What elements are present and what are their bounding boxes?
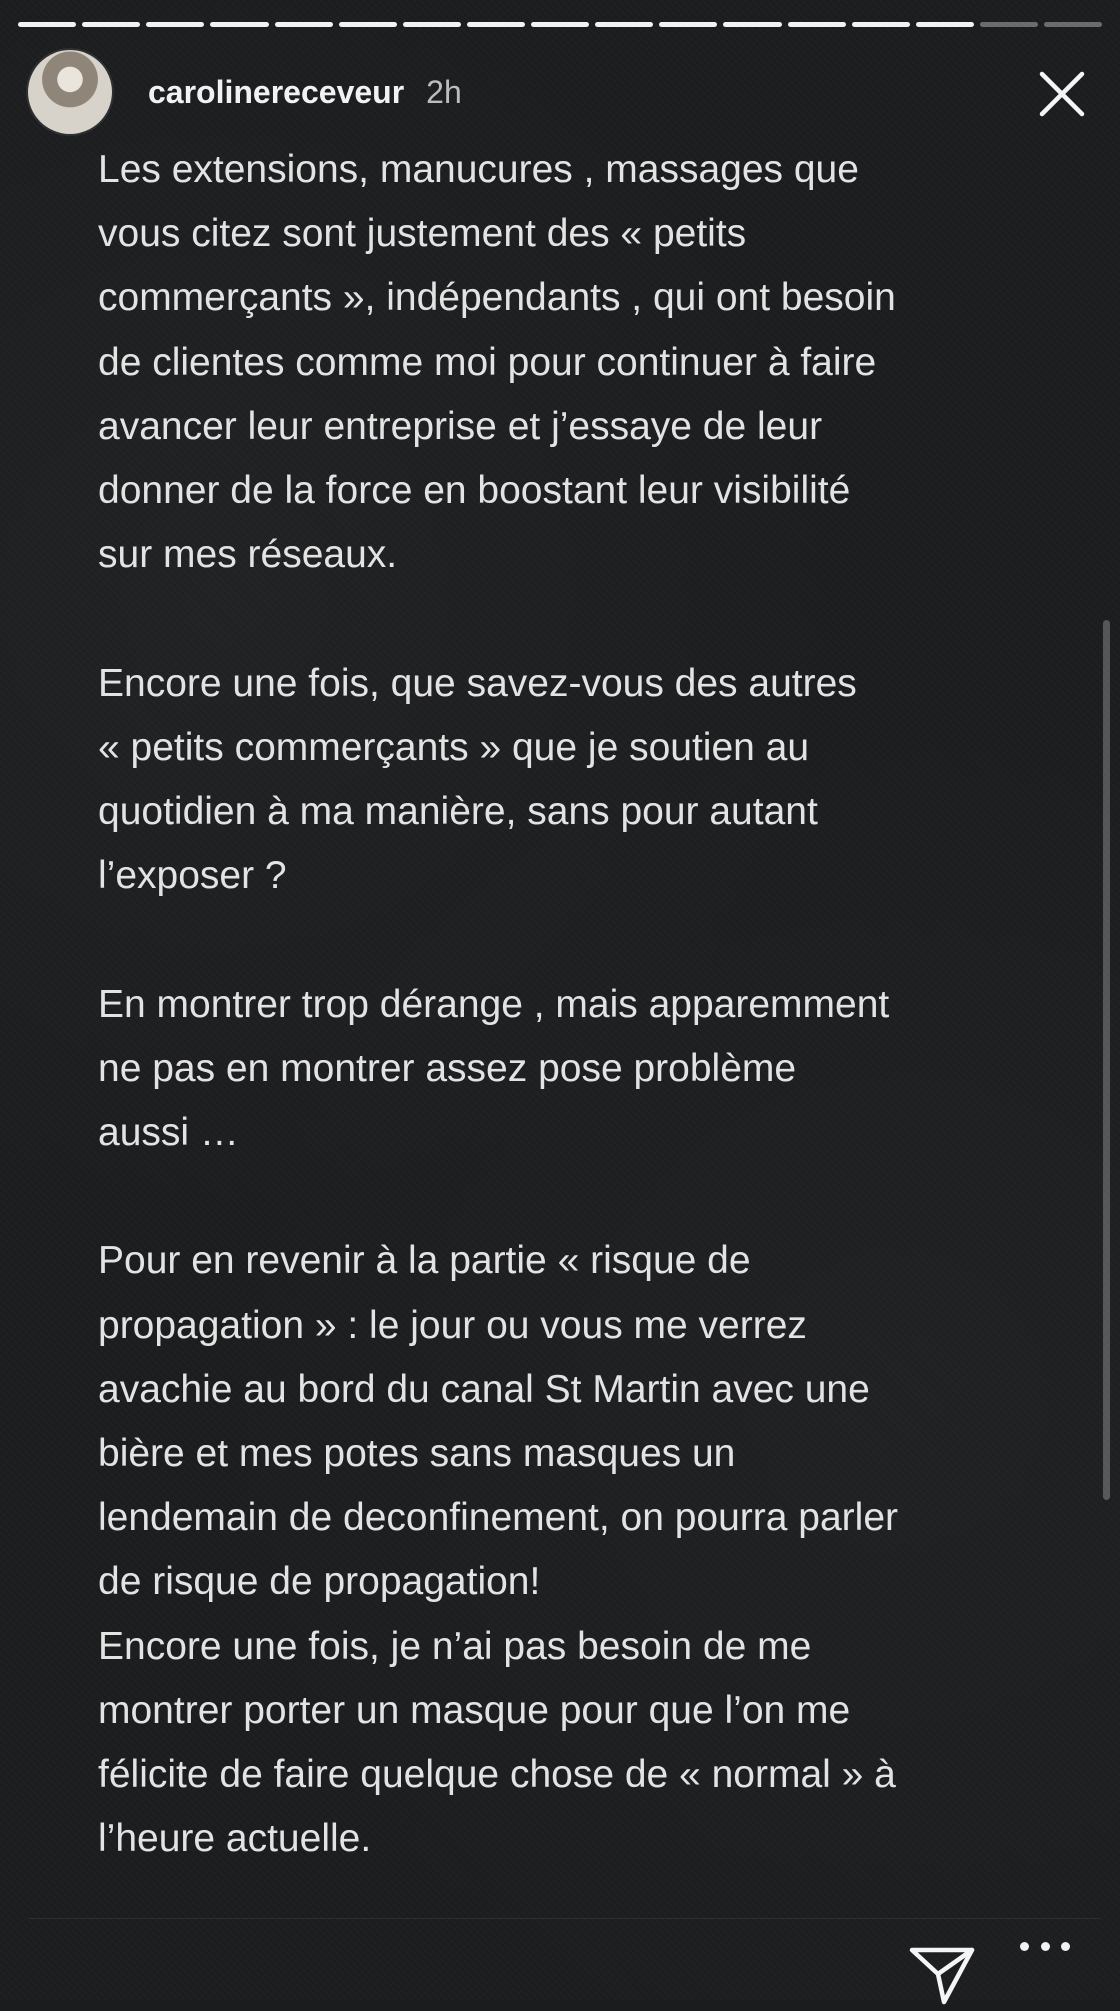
progress-segment xyxy=(210,22,268,27)
text-line: ne pas en montrer assez pose problème xyxy=(98,1046,797,1090)
text-line: félicite de faire quelque chose de « normal » à xyxy=(98,1753,896,1797)
text-line: « petits commerçants » que je soutien au xyxy=(98,725,810,769)
text-line: commerçants », indépendants , qui ont besoin xyxy=(98,276,896,320)
progress-segment xyxy=(531,22,589,27)
progress-segment xyxy=(82,22,140,27)
story-paragraph xyxy=(98,1229,1058,1871)
text-line: montrer porter un masque pour que l’on me xyxy=(98,1688,851,1732)
send-button[interactable] xyxy=(908,1944,976,2006)
text-line: avancer leur entreprise et j’essaye de leur xyxy=(98,404,823,448)
text-line: quotidien à ma manière, sans pour autant xyxy=(98,790,818,834)
text-line: vous citez sont justement des « petits xyxy=(98,212,747,256)
story-paragraph xyxy=(98,973,1058,1166)
text-line: Encore une fois, je n’ai pas besoin de me xyxy=(98,1624,812,1668)
text-line: de risque de propagation! xyxy=(98,1560,541,1604)
story-paragraph xyxy=(98,652,1058,909)
progress-segment xyxy=(788,22,846,27)
progress-segment xyxy=(339,22,397,27)
progress-segment xyxy=(916,22,974,27)
text-line: En montrer trop dérange , mais apparemment xyxy=(98,982,890,1026)
avatar[interactable] xyxy=(28,50,112,134)
story-text xyxy=(98,138,1058,1871)
story-progress-bar xyxy=(18,22,1102,27)
close-icon xyxy=(1032,64,1092,124)
progress-segment xyxy=(403,22,461,27)
progress-segment xyxy=(659,22,717,27)
more-options-button[interactable] xyxy=(1020,1936,1070,1956)
progress-segment xyxy=(723,22,781,27)
text-line: bière et mes potes sans masques un xyxy=(98,1432,736,1476)
post-time: 2h xyxy=(426,73,462,110)
username[interactable]: carolinereceveur xyxy=(148,73,405,110)
progress-segment xyxy=(852,22,910,27)
text-line: aussi … xyxy=(98,1111,239,1155)
progress-segment xyxy=(980,22,1038,27)
progress-segment xyxy=(275,22,333,27)
text-line: de clientes comme moi pour continuer à faire xyxy=(98,340,877,384)
send-icon xyxy=(908,1944,976,2006)
progress-segment xyxy=(467,22,525,27)
text-line: l’heure actuelle. xyxy=(98,1817,372,1861)
text-line: sur mes réseaux. xyxy=(98,533,398,577)
text-line: Pour en revenir à la partie « risque de xyxy=(98,1239,751,1283)
story-paragraph xyxy=(98,138,1058,587)
text-line: donner de la force en boostant leur visibilité xyxy=(98,469,851,513)
footer-divider xyxy=(28,1918,1100,1919)
text-line: avachie au bord du canal St Martin avec une xyxy=(98,1367,870,1411)
progress-segment xyxy=(146,22,204,27)
more-options-icon xyxy=(1020,1942,1029,1951)
close-button[interactable] xyxy=(1032,64,1092,124)
progress-segment xyxy=(1044,22,1102,27)
story-header xyxy=(28,50,1092,134)
scrollbar[interactable] xyxy=(1103,620,1110,1500)
text-line: lendemain de deconfinement, on pourra parler xyxy=(98,1496,899,1540)
progress-segment xyxy=(595,22,653,27)
progress-segment xyxy=(18,22,76,27)
more-options-icon xyxy=(1061,1942,1070,1951)
text-line: Encore une fois, que savez-vous des autres xyxy=(98,661,857,705)
text-line: l’exposer ? xyxy=(98,854,287,898)
text-line: propagation » : le jour ou vous me verrez xyxy=(98,1303,807,1347)
text-line: Les extensions, manucures , massages que xyxy=(98,148,859,191)
more-options-icon xyxy=(1041,1942,1050,1951)
